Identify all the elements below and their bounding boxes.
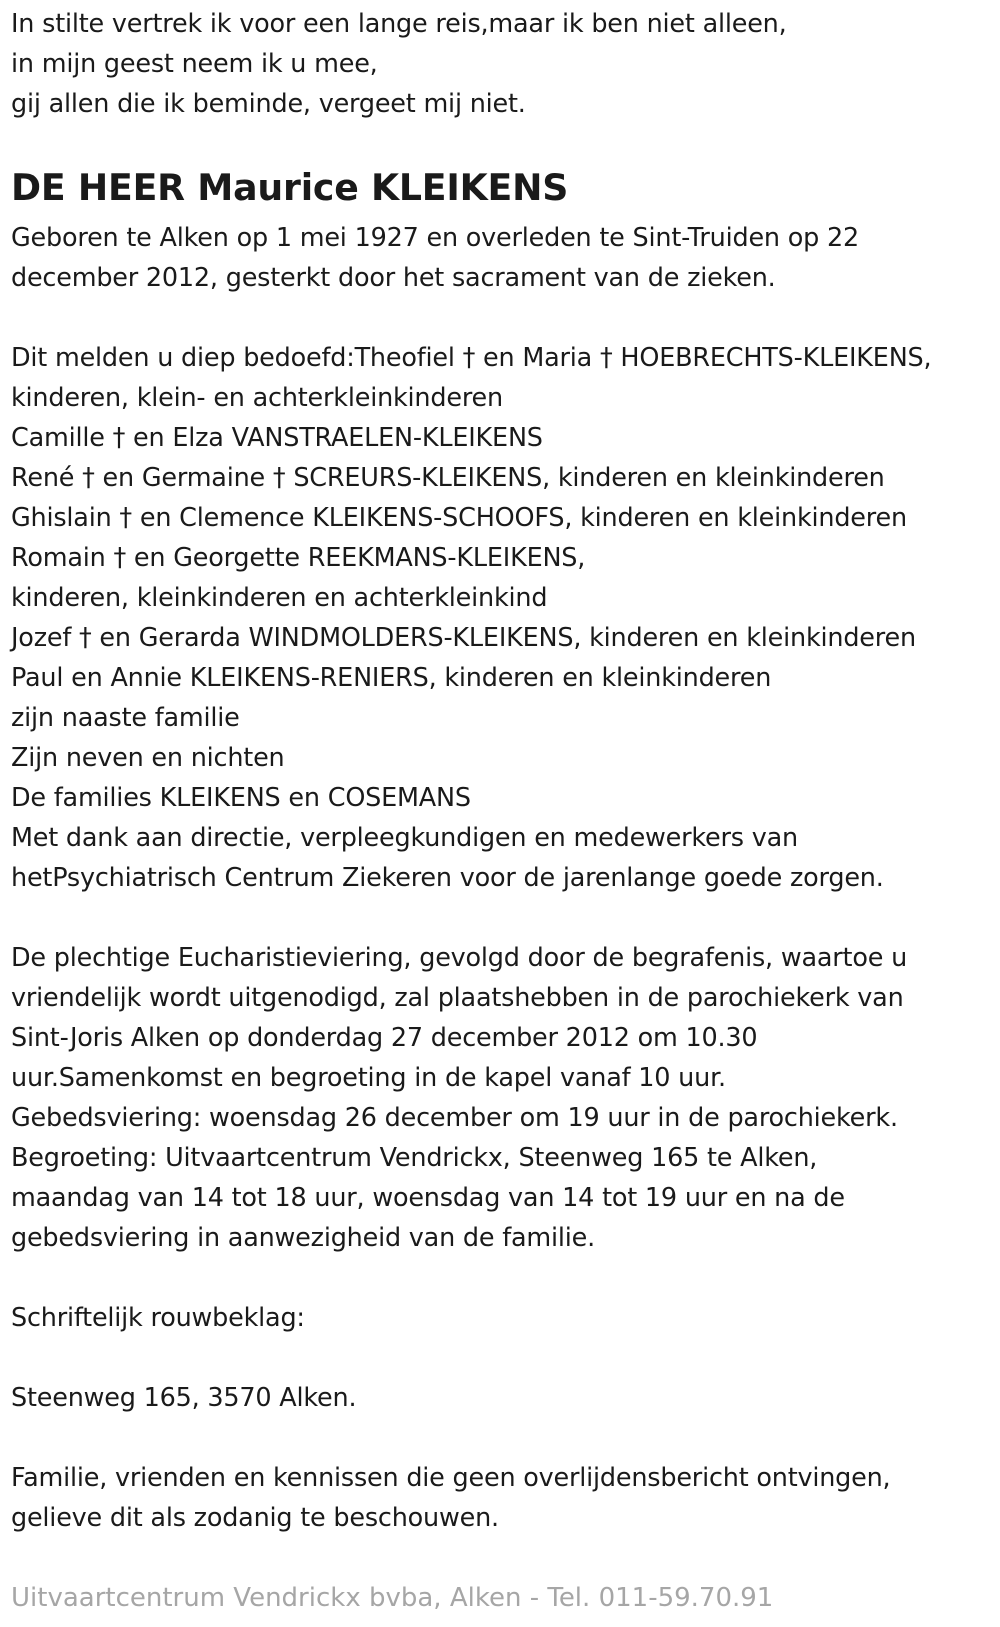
family-line: Paul en Annie KLEIKENS-RENIERS, kinderen en kleinkinderen (11, 663, 772, 693)
spacer (11, 898, 1000, 938)
family-line: hetPsychiatrisch Centrum Ziekeren voor de jarenlange goede zorgen. (11, 863, 884, 893)
text-line: Geboren te Alken op 1 mei 1927 en overleden te Sint-Truiden op 22 (11, 223, 860, 253)
closing-note (11, 1458, 1000, 1538)
poem-line: gij allen die ik beminde, vergeet mij niet. (11, 89, 526, 119)
closing-line: Familie, vrienden en kennissen die geen overlijdensbericht ontvingen, (11, 1463, 891, 1493)
ceremony-line: maandag van 14 tot 18 uur, woensdag van 14 tot 19 uur en na de (11, 1183, 845, 1213)
deceased-name: DE HEER Maurice KLEIKENS (11, 166, 569, 209)
poem-line: in mijn geest neem ik u mee, (11, 49, 378, 79)
ceremony-line: Begroeting: Uitvaartcentrum Vendrickx, Steenweg 165 te Alken, (11, 1143, 818, 1173)
ceremony-line: vriendelijk wordt uitgenodigd, zal plaatshebben in de parochiekerk van (11, 983, 904, 1013)
condolence-label: Schriftelijk rouwbeklag: (11, 1303, 305, 1333)
ceremony-line: Gebedsviering: woensdag 26 december om 19 uur in de parochiekerk. (11, 1103, 898, 1133)
spacer (11, 1418, 1000, 1458)
family-line: zijn naaste familie (11, 703, 240, 733)
spacer (11, 1338, 1000, 1378)
ceremony-line: gebedsviering in aanwezigheid van de familie. (11, 1223, 596, 1253)
family-list (11, 338, 1000, 898)
family-line: kinderen, kleinkinderen en achterkleinkind (11, 583, 548, 613)
family-line: Romain † en Georgette REEKMANS-KLEIKENS, (11, 543, 586, 573)
family-line: Met dank aan directie, verpleegkundigen en medewerkers van (11, 823, 798, 853)
family-line: Ghislain † en Clemence KLEIKENS-SCHOOFS, kinderen en kleinkinderen (11, 503, 907, 533)
family-line: kinderen, klein- en achterkleinkinderen (11, 383, 503, 413)
ceremony-line: Sint-Joris Alken op donderdag 27 december 2012 om 10.30 (11, 1023, 758, 1053)
family-line: Camille † en Elza VANSTRAELEN-KLEIKENS (11, 423, 543, 453)
funeral-home-footer: Uitvaartcentrum Vendrickx bvba, Alken - Tel. 011-59.70.91 (11, 1583, 774, 1613)
family-line: Jozef † en Gerarda WINDMOLDERS-KLEIKENS, kinderen en kleinkinderen (11, 623, 916, 653)
poem-line: In stilte vertrek ik voor een lange reis,maar ik ben niet alleen, (11, 9, 787, 39)
ceremony-line: uur.Samenkomst en begroeting in de kapel vanaf 10 uur. (11, 1063, 726, 1093)
condolence-address: Steenweg 165, 3570 Alken. (11, 1383, 357, 1413)
family-line: De families KLEIKENS en COSEMANS (11, 783, 471, 813)
ceremony-line: De plechtige Eucharistieviering, gevolgd door de begrafenis, waartoe u (11, 943, 908, 973)
ceremony-details (11, 938, 1000, 1258)
spacer (11, 298, 1000, 338)
birth-death-details (11, 218, 1000, 298)
poem (11, 4, 1000, 124)
closing-line: gelieve dit als zodanig te beschouwen. (11, 1503, 499, 1533)
text-line: december 2012, gesterkt door het sacrament van de zieken. (11, 263, 776, 293)
family-line: Dit melden u diep bedoefd:Theofiel † en Maria † HOEBRECHTS-KLEIKENS, (11, 343, 932, 373)
family-line: Zijn neven en nichten (11, 743, 285, 773)
spacer (11, 124, 1000, 158)
spacer (11, 1258, 1000, 1298)
family-line: René † en Germaine † SCREURS-KLEIKENS, kinderen en kleinkinderen (11, 463, 885, 493)
